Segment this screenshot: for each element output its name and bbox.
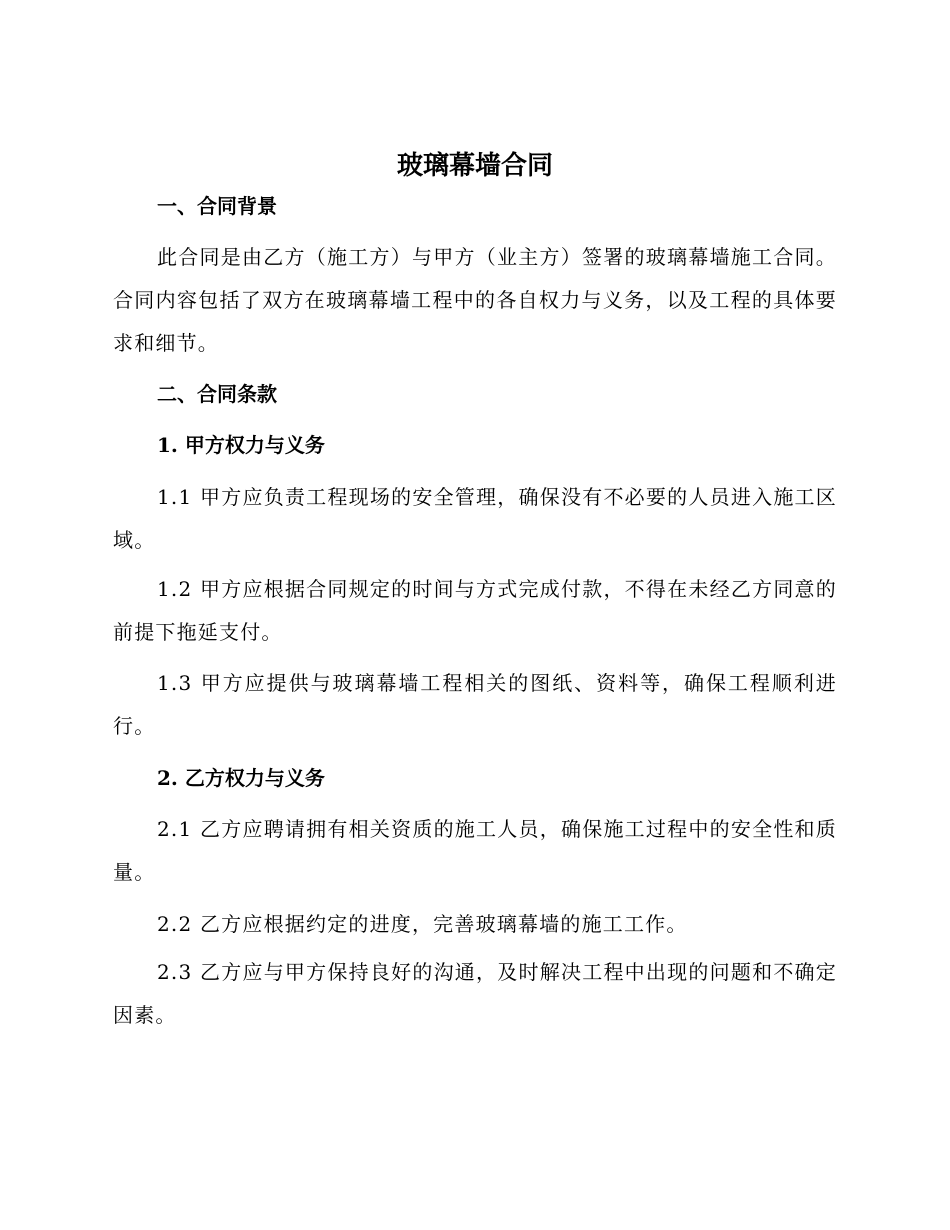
clause-2-1: 2.1 乙方应聘请拥有相关资质的施工人员，确保施工过程中的安全性和质量。 [113,817,837,884]
clause-1-3: 1.3 甲方应提供与玻璃幕墙工程相关的图纸、资料等，确保工程顺利进行。 [113,671,837,738]
paragraph-background: 此合同是由乙方（施工方）与甲方（业主方）签署的玻璃幕墙施工合同。合同内容包括了双方在玻璃幕墙工程中的各自权力与义务，以及工程的具体要求和细节。 [113,245,837,355]
document-title: 玻璃幕墙合同 [396,151,553,181]
clause-2-2: 2.2 乙方应根据约定的进度，完善玻璃幕墙的施工工作。 [157,912,688,936]
clause-2-3: 2.3 乙方应与甲方保持良好的沟通，及时解决工程中出现的问题和不确定因素。 [113,960,837,1027]
section-heading-terms: 二、合同条款 [157,382,277,406]
subsection-heading-party-b: 2. 乙方权力与义务 [157,766,325,790]
section-heading-background: 一、合同背景 [157,194,277,218]
clause-1-1: 1.1 甲方应负责工程现场的安全管理，确保没有不必要的人员进入施工区域。 [113,485,837,552]
clause-1-2: 1.2 甲方应根据合同规定的时间与方式完成付款，不得在未经乙方同意的前提下拖延支付。 [113,577,837,644]
subsection-heading-party-a: 1. 甲方权力与义务 [157,433,325,457]
